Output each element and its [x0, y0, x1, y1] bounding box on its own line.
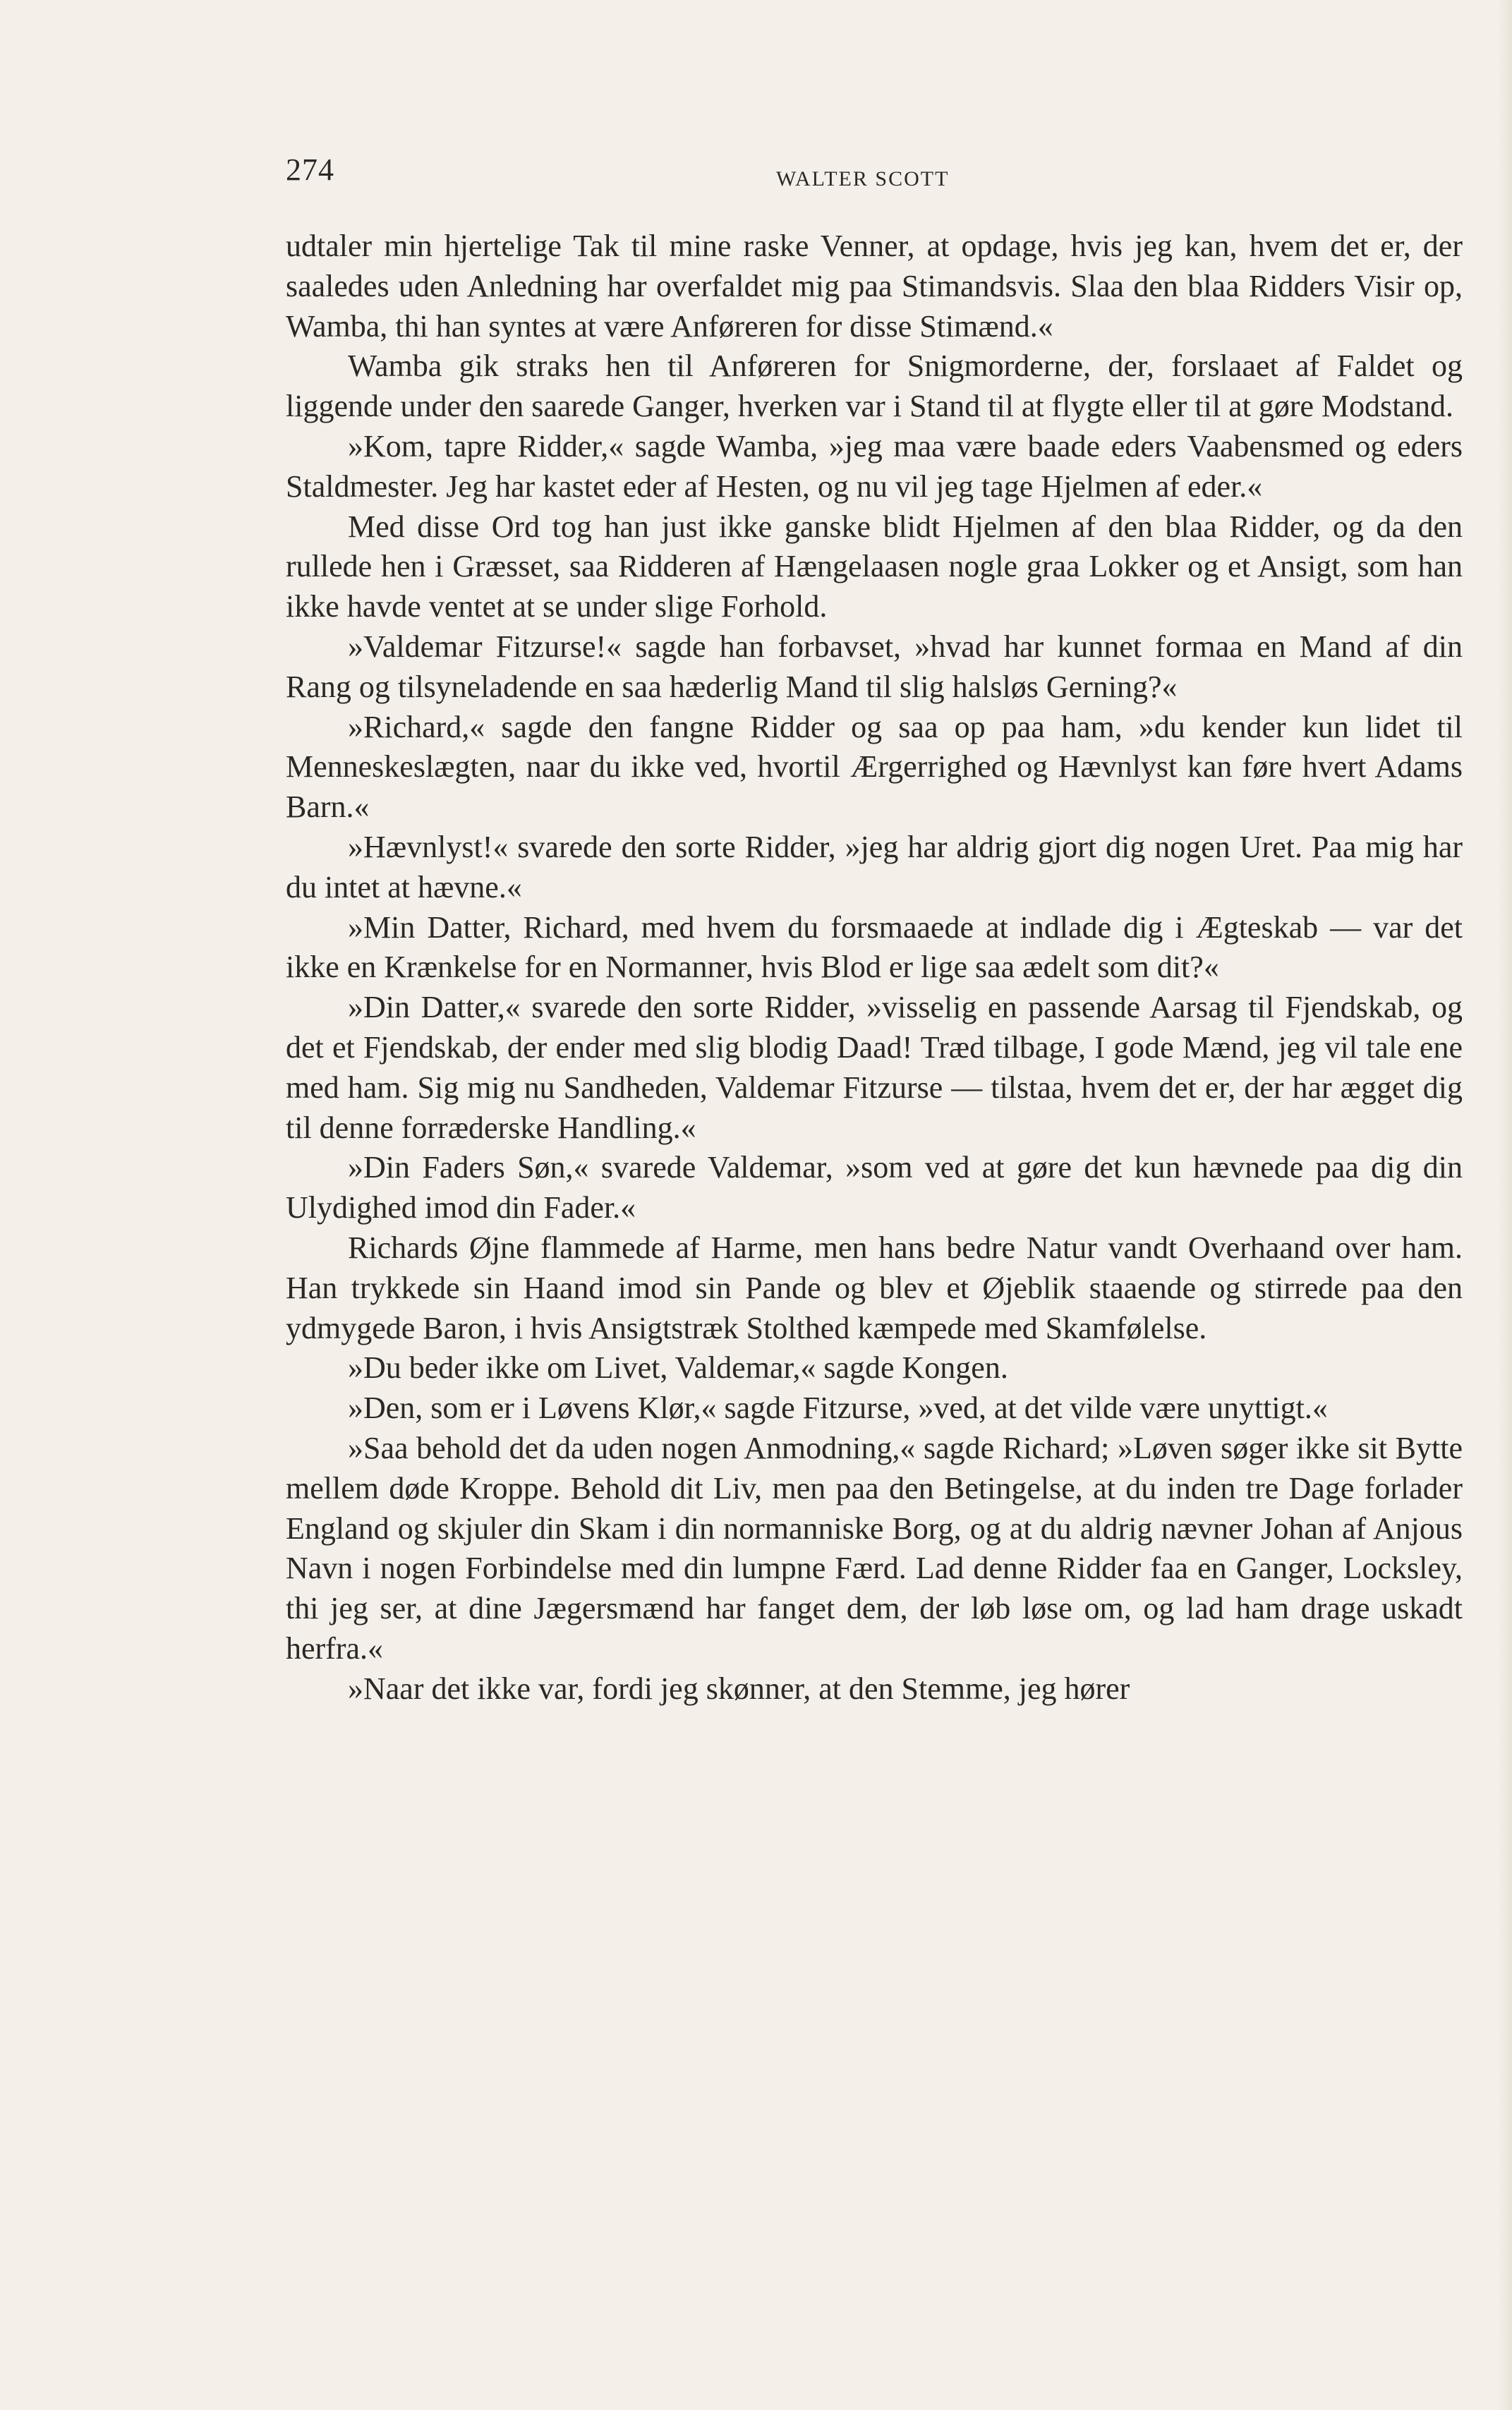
- paragraph: Wamba gik straks hen til Anføreren for Snigmorderne, der, forslaaet af Faldet og liggende under den saarede Ganger, hverken var i Stand til at flygte eller til at gøre Modstand.: [286, 349, 1463, 424]
- paragraph: »Richard,« sagde den fangne Ridder og saa op paa ham, »du kender kun lidet til Menneskeslægten, naar du ikke ved, hvortil Ærgerrighed og Hævnlyst kan føre hvert Adams Barn.«: [286, 709, 1463, 825]
- paragraph: Richards Øjne flammede af Harme, men hans bedre Natur vandt Overhaand over ham. Han trykkede sin Haand imod sin Pande og blev et Øjeblik staaende og stirrede paa den ydmygede Baron, i hvis Ansigtstræk Stolthed kæmpede med Skamfølelse.: [286, 1230, 1463, 1345]
- paragraph: »Du beder ikke om Livet, Valdemar,« sagde Kongen.: [348, 1350, 1008, 1386]
- body-text: [286, 226, 1463, 1709]
- paragraph: »Saa behold det da uden nogen Anmodning,« sagde Richard; »Løven søger ikke sit Bytte mellem døde Kroppe. Behold dit Liv, men paa den Betingelse, at du inden tre Dage forlader England og skjuler din Skam i din normanniske Borg, og at du aldrig nævner Johan af Anjous Navn i nogen Forbindelse med din lumpne Færd. Lad denne Ridder faa en Ganger, Locksley, thi jeg ser, at dine Jægersmænd har fanget dem, der løb løse om, og lad ham drage uskadt herfra.«: [286, 1430, 1463, 1666]
- paragraph: »Naar det ikke var, fordi jeg skønner, at den Stemme, jeg hører: [348, 1671, 1130, 1706]
- paragraph: »Valdemar Fitzurse!« sagde han forbavset, »hvad har kunnet formaa en Mand af din Rang og tilsyneladende en saa hæderlig Mand til slig halsløs Gerning?«: [286, 629, 1463, 704]
- page-number: 274: [286, 152, 334, 187]
- running-head: WALTER SCOTT: [776, 167, 950, 190]
- paragraph: »Den, som er i Løvens Klør,« sagde Fitzurse, »ved, at det vilde være unyttigt.«: [348, 1391, 1328, 1426]
- paragraph: »Min Datter, Richard, med hvem du forsmaaede at indlade dig i Ægteskab — var det ikke en Krænkelse for en Normanner, hvis Blod er lige saa ædelt som dit?«: [286, 909, 1463, 985]
- paragraph: Med disse Ord tog han just ikke ganske blidt Hjelmen af den blaa Ridder, og da den rullede hen i Græsset, saa Ridderen af Hængelaasen nogle graa Lokker og et Ansigt, som han ikke havde ventet at se under slige Forhold.: [286, 509, 1463, 624]
- paragraph: »Kom, tapre Ridder,« sagde Wamba, »jeg maa være baade eders Vaabensmed og eders Staldmester. Jeg har kastet eder af Hesten, og nu vil jeg tage Hjelmen af eder.«: [286, 428, 1463, 504]
- page-edge-shadow: [1497, 0, 1512, 2410]
- paragraph: »Hævnlyst!« svarede den sorte Ridder, »jeg har aldrig gjort dig nogen Uret. Paa mig har du intet at hævne.«: [286, 829, 1463, 904]
- paragraph: »Din Datter,« svarede den sorte Ridder, »visselig en passende Aarsag til Fjendskab, og det et Fjendskab, der ender med slig blodig Daad! Træd tilbage, I gode Mænd, jeg vil tale ene med ham. Sig mig nu Sandheden, Valdemar Fitzurse — tilstaa, hvem det er, der har ægget dig til denne forræderske Handling.«: [286, 990, 1463, 1145]
- page-header: [286, 152, 1457, 201]
- paragraph: »Din Faders Søn,« svarede Valdemar, »som ved at gøre det kun hævnede paa dig din Ulydighed imod din Fader.«: [286, 1150, 1463, 1225]
- paragraph: udtaler min hjertelige Tak til mine raske Venner, at opdage, hvis jeg kan, hvem det er, der saaledes uden Anledning har overfaldet mig paa Stimandsvis. Slaa den blaa Ridders Visir op, Wamba, thi han syntes at være Anføreren for disse Stimænd.«: [286, 229, 1463, 344]
